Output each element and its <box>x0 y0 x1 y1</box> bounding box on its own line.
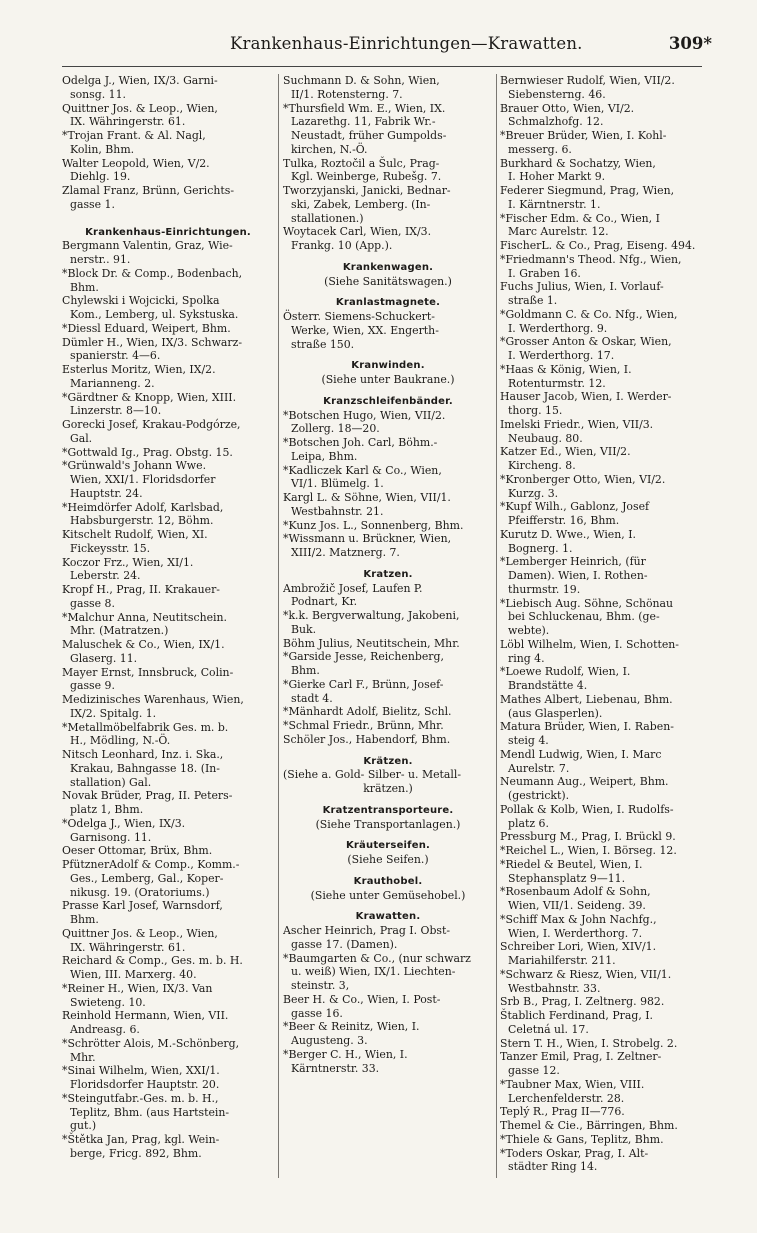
directory-entry-line: *Botschen Hugo, Wien, VII/2. <box>283 408 446 422</box>
directory-entry-line: thurmstr. 19. <box>508 582 581 596</box>
directory-entry-line: berge, Fricg. 892, Bhm. <box>70 1146 202 1160</box>
column-left <box>62 74 274 1161</box>
directory-entry-line: Pfeifferstr. 16, Bhm. <box>508 514 620 527</box>
directory-entry-line: (Siehe a. Gold- Silber- u. Metall- <box>283 768 462 782</box>
directory-entry-line: Schöler Jos., Habendorf, Bhm. <box>283 732 451 746</box>
directory-entry-line: Brandstätte 4. <box>508 679 588 692</box>
directory-entry-line: *Fischer Edm. & Co., Wien, I <box>500 211 660 225</box>
directory-entry-line: Mariahilferstr. 211. <box>508 954 616 967</box>
directory-entry-line: Kärntnerstr. 33. <box>291 1061 380 1075</box>
directory-entry-line: *Malchur Anna, Neutitschein. <box>62 610 228 624</box>
directory-entry-line: Lerchenfelderstr. 28. <box>508 1091 625 1105</box>
directory-entry-line: *Diessl Eduard, Weipert, Bhm. <box>62 321 231 335</box>
directory-entry-line: *Garside Jesse, Reichenberg, <box>283 650 444 664</box>
header-rule <box>62 66 702 67</box>
section-heading: Kratzentransporteure. <box>322 804 454 816</box>
directory-entry-line: Damen). Wien, I. Rothen- <box>508 569 648 582</box>
directory-entry-line: Dümler H., Wien, IX/3. Schwarz- <box>62 335 243 349</box>
directory-entry-line: Kargl L. & Söhne, Wien, VII/1. <box>283 491 451 504</box>
directory-entry-line: Wien, VII/1. Seideng. 39. <box>508 899 646 912</box>
directory-entry-line: nerstr.. 91. <box>70 253 131 266</box>
directory-entry-line: *Reichel L., Wien, I. Börseg. 12. <box>500 844 677 857</box>
directory-entry-line: Katzer Ed., Wien, VII/2. <box>500 445 631 459</box>
directory-entry-line: Kurzg. 3. <box>508 486 559 500</box>
directory-entry-line: Srb B., Prag, I. Zeltnerg. 982. <box>500 995 665 1009</box>
directory-entry-line: *Reiner H., Wien, IX/3. Van <box>62 981 213 995</box>
directory-entry-line: *Friedmann's Theod. Nfg., Wien, <box>500 252 682 266</box>
directory-entry-line: gasse 1. <box>70 197 115 211</box>
directory-entry-line: platz 1, Bhm. <box>70 803 144 816</box>
directory-entry-line: Aurelstr. 7. <box>508 761 570 775</box>
column-right <box>500 74 712 1174</box>
directory-entry-line: Federer Siegmund, Prag, Wien, <box>500 184 675 197</box>
directory-entry-line: Leberstr. 24. <box>70 569 141 583</box>
directory-entry-line: Linzerstr. 8—10. <box>70 404 162 418</box>
spacer <box>283 867 493 875</box>
directory-entry-line: IX. Währingerstr. 61. <box>70 115 186 129</box>
directory-entry-line: Štablich Ferdinand, Prag, I. <box>500 1009 654 1022</box>
directory-entry-line: Andreasg. 6. <box>70 1023 140 1036</box>
directory-entry-line: Matura Brüder, Wien, I. Raben- <box>500 720 674 734</box>
directory-entry-line: *Mänhardt Adolf, Bielitz, Schl. <box>283 705 452 719</box>
directory-entry-line: Kircheng. 8. <box>508 459 576 472</box>
directory-entry-line: Ascher Heinrich, Prag I. Obst- <box>283 924 451 937</box>
column-divider <box>278 74 279 1178</box>
spacer <box>283 796 493 804</box>
directory-entry-line: Pressburg M., Prag, I. Brückl 9. <box>500 830 676 844</box>
directory-entry-line: Beer H. & Co., Wien, I. Post- <box>283 992 441 1006</box>
section-heading: Krawatten. <box>355 911 421 923</box>
directory-entry-line: Mhr. (Matratzen.) <box>70 624 169 638</box>
directory-entry-line: Österr. Siemens-Schuckert- <box>283 310 435 323</box>
directory-entry-line: Löbl Wilhelm, Wien, I. Schotten- <box>500 637 679 651</box>
column-middle <box>283 74 493 1075</box>
directory-entry-line: Esterlus Moritz, Wien, IX/2. <box>62 363 216 376</box>
directory-entry-line: Siebensterng. 46. <box>508 87 606 101</box>
directory-entry-line: (Siehe unter Gemüsehobel.) <box>310 888 466 902</box>
directory-entry-line: Podnart, Kr. <box>291 595 358 609</box>
page-number: 309* <box>668 34 712 53</box>
directory-entry-line: Swieteng. 10. <box>70 995 146 1009</box>
directory-entry-line: gasse 9. <box>70 679 115 693</box>
directory-entry-line: *Lemberger Heinrich, (für <box>500 555 646 569</box>
directory-entry-line: steig 4. <box>508 734 549 747</box>
directory-entry-line: kirchen, N.-Ö. <box>291 142 368 156</box>
directory-entry-line: spanierstr. 4—6. <box>70 349 161 363</box>
directory-entry-line: *Toders Oskar, Prag, I. Alt- <box>500 1146 649 1160</box>
section-heading: Kranwinden. <box>351 360 425 372</box>
directory-entry-line: VI/1. Blümelg. 1. <box>291 477 384 491</box>
directory-entry-line: *Heimdörfer Adolf, Karlsbad, <box>62 500 224 514</box>
directory-entry-line: Quittner Jos. & Leop., Wien, <box>62 926 218 940</box>
directory-entry-line: *Schiff Max & John Nachfg., <box>500 912 657 926</box>
directory-entry-line: Bhm. <box>291 664 320 677</box>
spacer <box>283 288 493 296</box>
directory-entry-line: messerg. 6. <box>508 142 572 156</box>
directory-entry-line: XIII/2. Matznerg. 7. <box>291 546 400 559</box>
directory-entry-line: *Grosser Anton & Oskar, Wien, <box>500 335 672 349</box>
directory-entry-line: Tanzer Emil, Prag, I. Zeltner- <box>500 1050 662 1064</box>
directory-entry-line: *Loewe Rudolf, Wien, I. <box>500 665 631 679</box>
section-heading: Krauthobel. <box>353 875 423 887</box>
directory-entry-line: stallationen.) <box>291 211 364 225</box>
directory-entry-line: Gal. <box>70 431 93 445</box>
directory-entry-line: stallation) Gal. <box>70 775 152 789</box>
spacer <box>283 747 493 755</box>
directory-entry-line: sonsg. 11. <box>70 87 126 101</box>
directory-entry-line: Schmalzhofg. 12. <box>508 115 604 129</box>
directory-entry-line: *Haas & König, Wien, I. <box>500 362 632 376</box>
directory-entry-line: *Gärdtner & Knopp, Wien, XIII. <box>62 390 237 404</box>
directory-entry-line: *Block Dr. & Comp., Bodenbach, <box>62 266 243 280</box>
directory-entry-line: Fickeysstr. 15. <box>70 541 151 555</box>
directory-entry-line: Kom., Lemberg, ul. Sykstuska. <box>70 308 239 321</box>
directory-entry-line: ski, Zabek, Lemberg. (In- <box>291 197 431 211</box>
directory-entry-line: *Steingutfabr.-Ges. m. b. H., <box>62 1091 219 1105</box>
directory-entry-line: Themel & Cie., Bärringen, Bhm. <box>500 1119 678 1132</box>
directory-entry-line: *Goldmann C. & Co. Nfg., Wien, <box>500 307 678 321</box>
directory-entry-line: Reichard & Comp., Ges. m. b. H. <box>62 954 243 968</box>
directory-entry-line: Neustadt, früher Gumpolds- <box>291 129 447 142</box>
directory-entry-line: *Kupf Wilh., Gablonz, Josef <box>500 500 650 514</box>
directory-entry-line: Prasse Karl Josef, Warnsdorf, <box>62 899 223 913</box>
directory-entry-line: I. Werderthorg. 9. <box>508 321 608 335</box>
column-divider <box>496 74 497 1178</box>
directory-entry-line: Gorecki Josef, Krakau-Podgórze, <box>62 418 241 431</box>
directory-entry-line: Rotenturmstr. 12. <box>508 376 606 390</box>
directory-entry-line: I. Werderthorg. 17. <box>508 349 615 362</box>
directory-entry-line: Marc Aurelstr. 12. <box>508 225 609 239</box>
directory-entry-line: Mhr. <box>70 1050 96 1064</box>
directory-entry-line: Reinhold Hermann, Wien, VII. <box>62 1009 229 1023</box>
directory-entry-line: (Siehe Transportanlagen.) <box>315 817 461 831</box>
directory-entry-line: Bhm. <box>70 913 99 926</box>
directory-entry-line: *Trojan Frant. & Al. Nagl, <box>62 129 206 142</box>
directory-entry-line: Burkhard & Sochatzy, Wien, <box>500 156 656 170</box>
directory-entry-line: FischerL. & Co., Prag, Eiseng. 494. <box>500 239 696 252</box>
directory-entry-line: *Thursfield Wm. E., Wien, IX. <box>283 101 446 115</box>
directory-entry-line: steinstr. 3, <box>291 979 350 992</box>
directory-entry-line: Zlamal Franz, Brünn, Gerichts- <box>62 184 235 197</box>
directory-entry-line: (gestrickt). <box>508 789 570 802</box>
directory-entry-line: Glaserg. 11. <box>70 651 138 665</box>
directory-entry-line: IX. Währingerstr. 61. <box>70 940 186 954</box>
directory-entry-line: Medizinisches Warenhaus, Wien, <box>62 693 244 706</box>
directory-entry-line: Garnisong. 11. <box>70 830 152 844</box>
directory-entry-line: gasse 17. (Damen). <box>291 937 398 951</box>
directory-entry-line: Celetná ul. 17. <box>508 1022 589 1036</box>
directory-entry-line: Stern T. H., Wien, I. Strobelg. 2. <box>500 1036 678 1050</box>
directory-entry-line: Hauser Jacob, Wien, I. Werder- <box>500 390 672 404</box>
directory-entry-line: Habsburgerstr. 12, Böhm. <box>70 514 214 528</box>
directory-entry-line: Bernwieser Rudolf, Wien, VII/2. <box>500 74 675 87</box>
directory-entry-line: gasse 12. <box>508 1064 560 1077</box>
directory-entry-line: (aus Glasperlen). <box>508 706 603 720</box>
directory-entry-line: Kolin, Bhm. <box>70 142 135 156</box>
directory-entry-line: Chylewski i Wojcicki, Spolka <box>62 294 220 308</box>
directory-entry-line: I. Graben 16. <box>508 266 581 280</box>
directory-entry-line: stadt 4. <box>291 691 333 705</box>
directory-entry-line: Kitschelt Rudolf, Wien, XI. <box>62 528 208 541</box>
directory-entry-line: Bergmann Valentin, Graz, Wie- <box>62 239 233 253</box>
directory-entry-line: Kgl. Weinberge, Rubešg. 7. <box>291 170 442 184</box>
directory-entry-line: *Kadliczek Karl & Co., Wien, <box>283 463 442 477</box>
directory-entry-line: Westbahnstr. 21. <box>291 504 384 518</box>
directory-entry-line: Walter Leopold, Wien, V/2. <box>62 156 210 170</box>
directory-entry-line: Quittner Jos. & Leop., Wien, <box>62 101 218 115</box>
directory-entry-line: *Breuer Brüder, Wien, I. Kohl- <box>500 129 667 142</box>
directory-entry-line: Tworzyjanski, Janicki, Bednar- <box>283 184 451 197</box>
directory-entry-line: straße 150. <box>291 337 355 351</box>
spacer <box>283 387 493 395</box>
directory-entry-line: Suchmann D. & Sohn, Wien, <box>283 74 440 87</box>
directory-entry-line: *Kunz Jos. L., Sonnenberg, Bhm. <box>283 518 464 532</box>
directory-entry-line: Buk. <box>291 622 317 636</box>
directory-entry-line: Floridsdorfer Hauptstr. 20. <box>70 1078 220 1091</box>
directory-entry-line: Mathes Albert, Liebenau, Bhm. <box>500 692 673 706</box>
directory-entry-line: Neubaug. 80. <box>508 431 583 445</box>
directory-entry-line: *Gierke Carl F., Brünn, Josef- <box>283 677 444 691</box>
directory-entry-line: Schreiber Lori, Wien, XIV/1. <box>500 940 657 954</box>
directory-entry-line: platz 6. <box>508 816 549 830</box>
directory-entry-line: Ambrožič Josef, Laufen P. <box>283 581 423 595</box>
directory-entry-line: Teplý R., Prag II—776. <box>500 1105 625 1119</box>
directory-entry-line: Krakau, Bahngasse 18. (In- <box>70 761 220 775</box>
directory-entry-line: *Riedel & Beutel, Wien, I. <box>500 857 643 871</box>
directory-entry-line: *Sinai Wilhelm, Wien, XXI/1. <box>62 1064 220 1078</box>
directory-entry-line: Stephansplatz 9—11. <box>508 871 626 885</box>
directory-entry-line: *Odelga J., Wien, IX/3. <box>62 816 186 830</box>
page-title: Krankenhaus-Einrichtungen—Krawatten. <box>230 34 583 53</box>
directory-entry-line: *Metallmöbelfabrik Ges. m. b. <box>62 720 229 734</box>
directory-entry-line: krätzen.) <box>363 782 413 795</box>
directory-entry-line: Böhm Julius, Neutitschein, Mhr. <box>283 636 460 650</box>
directory-entry-line: Neumann Aug., Weipert, Bhm. <box>500 775 669 789</box>
directory-entry-line: gut.) <box>70 1119 97 1133</box>
directory-entry-line: Mayer Ernst, Innsbruck, Colin- <box>62 665 234 679</box>
directory-entry-line: IX/2. Spitalg. 1. <box>70 706 157 720</box>
directory-entry-line: Maluschek & Co., Wien, IX/1. <box>62 638 225 651</box>
directory-entry-line: *Štětka Jan, Prag, kgl. Wein- <box>62 1133 220 1146</box>
section-heading: Kräuterseifen. <box>345 840 431 852</box>
directory-entry-line: *Schrötter Alois, M.-Schönberg, <box>62 1036 240 1050</box>
spacer <box>283 902 493 910</box>
directory-entry-line: (Siehe Seifen.) <box>347 853 429 866</box>
directory-entry-line: Werke, Wien, XX. Engerth- <box>291 323 439 337</box>
section-heading: Kranzschleifenbänder. <box>323 395 453 407</box>
directory-entry-line: städter Ring 14. <box>508 1160 598 1174</box>
directory-entry-line: *Liebisch Aug. Söhne, Schönau <box>500 596 674 610</box>
directory-entry-line: PfütznerAdolf & Comp., Komm.- <box>62 858 240 871</box>
directory-entry-line: Novak Brüder, Prag, II. Peters- <box>62 789 233 803</box>
directory-entry-line: *Berger C. H., Wien, I. <box>283 1047 408 1061</box>
directory-entry-line: Koczor Frz., Wien, XI/1. <box>62 555 194 569</box>
directory-entry-line: ring 4. <box>508 651 545 665</box>
directory-entry-line: webte). <box>508 624 550 637</box>
directory-entry-line: Leipa, Bhm. <box>291 449 358 463</box>
directory-entry-line: Mendl Ludwig, Wien, I. Marc <box>500 747 662 761</box>
directory-entry-line: I. Kärntnerstr. 1. <box>508 197 601 211</box>
directory-entry-line: Odelga J., Wien, IX/3. Garni- <box>62 74 218 87</box>
directory-entry-line: *Schwarz & Riesz, Wien, VII/1. <box>500 967 672 981</box>
directory-entry-line: Brauer Otto, Wien, VI/2. <box>500 101 635 115</box>
directory-entry-line: Kropf H., Prag, II. Krakauer- <box>62 583 220 596</box>
directory-entry-line: *Baumgarten & Co., (nur schwarz <box>283 951 471 965</box>
directory-entry-line: II/1. Rotensterng. 7. <box>291 87 403 101</box>
directory-entry-line: (Siehe unter Baukrane.) <box>321 373 455 386</box>
directory-entry-line: Bognerg. 1. <box>508 541 573 555</box>
directory-entry-line: H., Mödling, N.-Ö. <box>70 734 171 748</box>
directory-entry-line: *Rosenbaum Adolf & Sohn, <box>500 885 651 899</box>
directory-entry-line: straße 1. <box>508 294 558 307</box>
directory-entry-line: *Beer & Reinitz, Wien, I. <box>283 1020 420 1034</box>
directory-entry-line: gasse 16. <box>291 1006 343 1020</box>
directory-entry-line: Woytacek Carl, Wien, IX/3. <box>283 225 432 239</box>
directory-entry-line: Augusteng. 3. <box>291 1034 368 1047</box>
directory-entry-line: u. weiß) Wien, IX/1. Liechten- <box>291 965 456 979</box>
directory-entry-line: (Siehe Sanitätswagen.) <box>324 274 452 288</box>
spacer <box>283 253 493 261</box>
directory-entry-line: *Gottwald Ig., Prag. Obstg. 15. <box>62 445 233 459</box>
directory-entry-line: Frankg. 10 (App.). <box>291 239 393 252</box>
directory-entry-line: Imelski Friedr., Wien, VII/3. <box>500 417 654 431</box>
directory-entry-line: gasse 8. <box>70 596 115 610</box>
directory-entry-line: Lazarethg. 11, Fabrik Wr.- <box>291 115 436 129</box>
directory-entry-line: bei Schluckenau, Bhm. (ge- <box>508 610 660 624</box>
directory-entry-line: Tulka, Roztočil a Šulc, Prag- <box>283 156 440 170</box>
directory-entry-line: *Taubner Max, Wien, VIII. <box>500 1077 645 1091</box>
directory-entry-line: Bhm. <box>70 280 99 294</box>
directory-entry-line: Wien, III. Marxerg. 40. <box>70 968 197 981</box>
directory-entry-line: Pollak & Kolb, Wien, I. Rudolfs- <box>500 802 674 816</box>
directory-entry-line: Kurutz D. Wwe., Wien, I. <box>500 527 636 541</box>
directory-entry-line: *Thiele & Gans, Teplitz, Bhm. <box>500 1132 664 1146</box>
directory-entry-line: Diehlg. 19. <box>70 170 131 184</box>
directory-entry-line: *Schmal Friedr., Brünn, Mhr. <box>283 719 444 732</box>
spacer <box>283 560 493 568</box>
directory-entry-line: Oeser Ottomar, Brüx, Bhm. <box>62 844 213 858</box>
section-heading: Krätzen. <box>363 755 413 767</box>
directory-entry-line: Marianneng. 2. <box>70 376 155 390</box>
spacer <box>283 831 493 839</box>
spacer <box>62 212 274 226</box>
section-heading: Kranlastmagnete. <box>335 297 441 309</box>
directory-entry-line: *Wissmann u. Brückner, Wien, <box>283 532 452 546</box>
directory-entry-line: Fuchs Julius, Wien, I. Vorlauf- <box>500 280 664 294</box>
section-heading: Krankenwagen. <box>342 261 434 273</box>
directory-entry-line: *Grünwald's Johann Wwe. <box>62 459 207 473</box>
spacer <box>283 351 493 359</box>
directory-entry-line: Wien, XXI/1. Floridsdorfer <box>70 473 216 486</box>
directory-entry-line: *k.k. Bergverwaltung, Jakobeni, <box>283 609 460 622</box>
directory-entry-line: Westbahnstr. 33. <box>508 981 601 995</box>
directory-entry-line: Hauptstr. 24. <box>70 486 143 500</box>
directory-entry-line: Wien, I. Werderthorg. 7. <box>508 926 643 940</box>
directory-entry-line: *Botschen Joh. Carl, Böhm.- <box>283 436 438 449</box>
section-heading: Kratzen. <box>363 568 413 580</box>
directory-entry-line: Nitsch Leonhard, Inz. i. Ska., <box>62 748 224 761</box>
directory-entry-line: nikusg. 19. (Oratoriums.) <box>70 885 210 899</box>
directory-entry-line: thorg. 15. <box>508 404 563 417</box>
directory-entry-line: *Kronberger Otto, Wien, VI/2. <box>500 472 666 486</box>
directory-entry-line: Teplitz, Bhm. (aus Hartstein- <box>70 1105 230 1119</box>
section-heading: Krankenhaus-Einrichtungen. <box>85 226 251 238</box>
directory-entry-line: I. Hoher Markt 9. <box>508 170 606 184</box>
directory-entry-line: Zollerg. 18—20. <box>291 422 380 436</box>
directory-entry-line: Ges., Lemberg, Gal., Koper- <box>70 871 224 885</box>
page-header <box>60 34 712 58</box>
